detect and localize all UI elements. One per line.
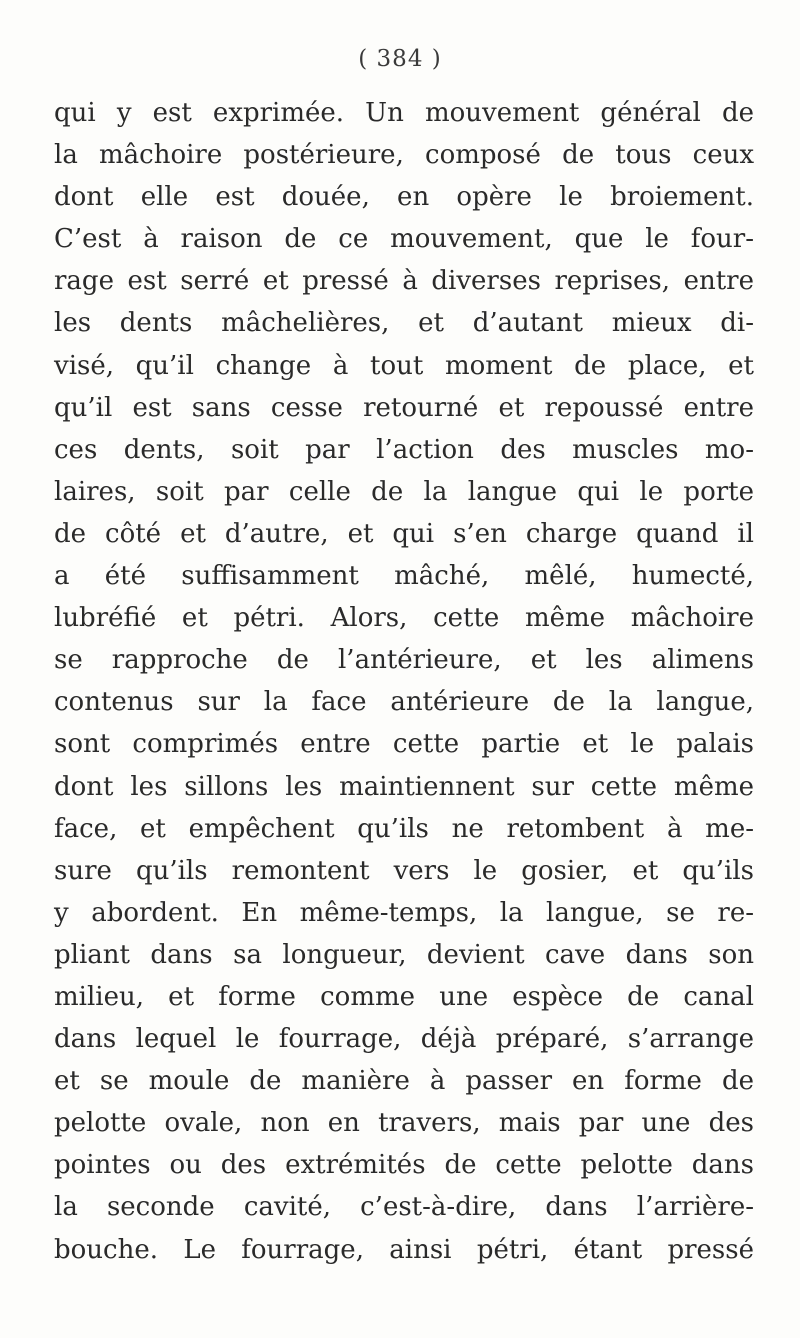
text-line: et se moule de manière à passer en forme de	[54, 1066, 754, 1097]
body-text	[54, 92, 754, 1271]
text-line: la mâchoire postérieure, composé de tous ceux	[54, 140, 754, 171]
text-line: rage est serré et pressé à diverses reprises, entre	[54, 266, 754, 297]
text-line: se rapproche de l’antérieure, et les alimens	[54, 645, 754, 676]
text-line: a été suffisamment mâché, mêlé, humecté,	[54, 561, 754, 592]
text-line: visé, qu’il change à tout moment de place, et	[54, 350, 754, 381]
text-line: lubréfié et pétri. Alors, cette même mâchoire	[54, 603, 754, 634]
text-line: qu’il est sans cesse retourné et repoussé entre	[54, 392, 754, 423]
page-number: ( 384 )	[358, 46, 442, 72]
text-line: dans lequel le fourrage, déjà préparé, s’arrange	[54, 1024, 754, 1055]
text-line: qui y est exprimée. Un mouvement général de	[54, 98, 754, 128]
text-line: dont les sillons les maintiennent sur cette même	[54, 771, 754, 802]
text-line: sure qu’ils remontent vers le gosier, et qu’ils	[54, 855, 754, 886]
text-line: C’est à raison de ce mouvement, que le four-	[54, 224, 754, 255]
text-line: contenus sur la face antérieure de la langue,	[54, 687, 754, 718]
text-line: de côté et d’autre, et qui s’en charge quand il	[54, 518, 754, 549]
text-line: les dents mâchelières, et d’autant mieux di-	[54, 308, 754, 339]
text-line: la seconde cavité, c’est-à-dire, dans l’arrière-	[54, 1192, 754, 1223]
text-line: dont elle est douée, en opère le broiement.	[54, 182, 754, 213]
text-line: face, et empêchent qu’ils ne retombent à me-	[54, 813, 754, 844]
text-line: pointes ou des extrémités de cette pelotte dans	[54, 1150, 754, 1181]
text-line: laires, soit par celle de la langue qui le porte	[54, 476, 754, 507]
text-line: pelotte ovale, non en travers, mais par une des	[54, 1108, 754, 1139]
text-line: y abordent. En même-temps, la langue, se re-	[54, 897, 754, 928]
text-line: milieu, et forme comme une espèce de canal	[54, 981, 754, 1012]
text-line: sont comprimés entre cette partie et le palais	[54, 729, 754, 760]
text-line: ces dents, soit par l’action des muscles mo-	[54, 434, 754, 465]
text-line: bouche. Le fourrage, ainsi pétri, étant pressé	[54, 1234, 754, 1265]
text-line: pliant dans sa longueur, devient cave dans son	[54, 939, 754, 970]
